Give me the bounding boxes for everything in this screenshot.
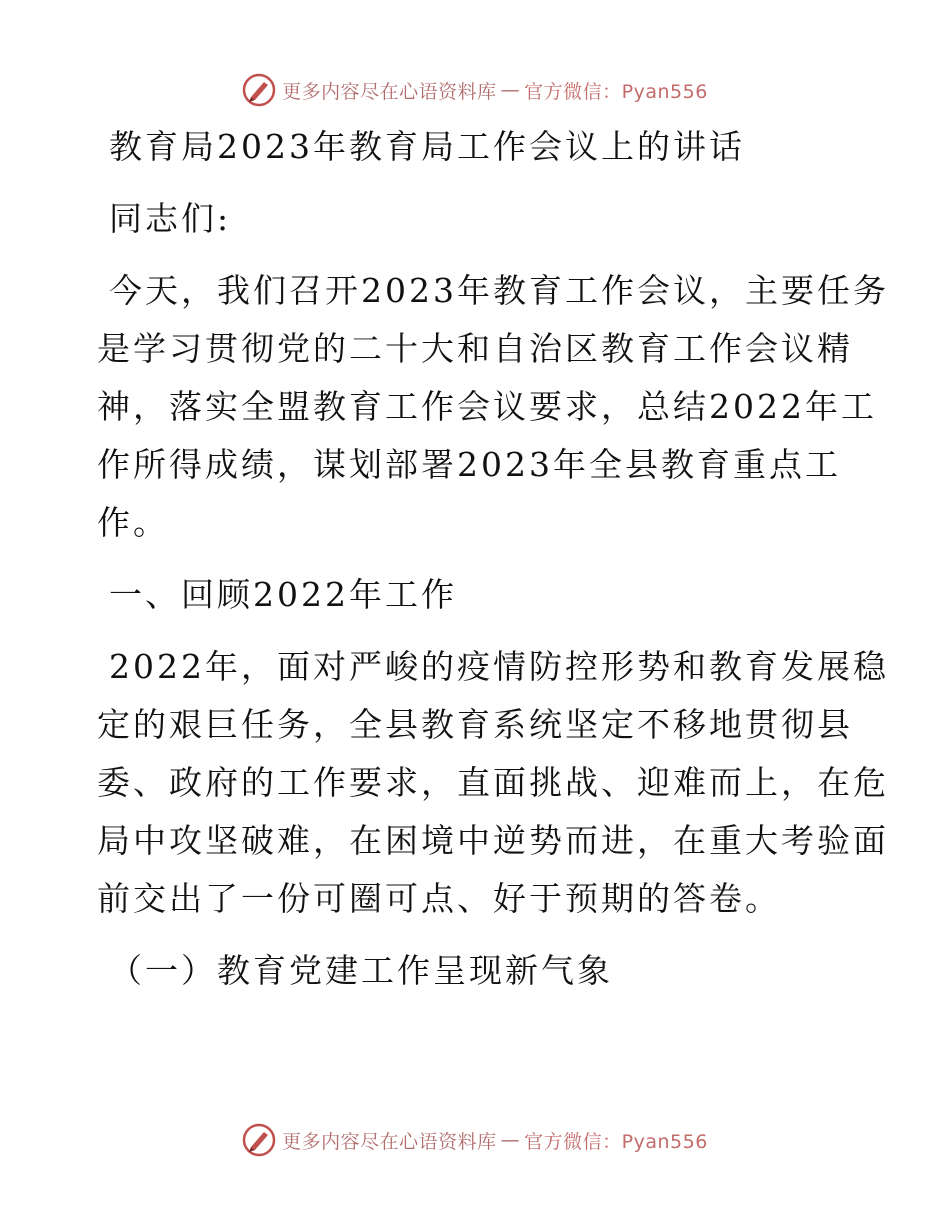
paragraph-line: 今天，我们召开2023年教育工作会议，主要任务: [109, 271, 889, 310]
watermark-text: 更多内容尽在心语资料库: [282, 80, 497, 103]
paragraph-line: 作。: [97, 503, 169, 542]
paragraph-line: 2022年，面对严峻的疫情防控形势和教育发展稳: [109, 647, 889, 686]
paragraph-line: 前交出了一份可圈可点、好于预期的答卷。: [97, 879, 781, 918]
paragraph-1: [97, 262, 889, 552]
watermark-banner-bottom: [0, 1120, 950, 1160]
pen-logo-icon: [242, 73, 276, 107]
subsection-heading: （一）教育党建工作呈现新气象: [109, 951, 613, 990]
paragraph-line: 神，落实全盟教育工作会议要求，总结2022年工: [97, 387, 877, 426]
pen-logo-icon: [242, 1123, 276, 1157]
paragraph-line: 是学习贯彻党的二十大和自治区教育工作会议精: [97, 329, 853, 368]
salutation: 同志们:: [109, 199, 232, 238]
paragraph-line: 作所得成绩，谋划部署2023年全县教育重点工: [97, 445, 841, 484]
watermark-separator: —: [500, 79, 521, 101]
watermark-separator: —: [500, 1129, 521, 1151]
section-heading: 一、回顾2022年工作: [109, 575, 457, 614]
document-title: 教育局2023年教育局工作会议上的讲话: [109, 127, 745, 166]
watermark-text: 更多内容尽在心语资料库: [282, 1130, 497, 1153]
paragraph-2: [97, 638, 889, 928]
paragraph-line: 委、政府的工作要求，直面挑战、迎难而上，在危: [97, 763, 889, 802]
document-body: [97, 118, 889, 1000]
watermark-contact: 官方微信：Pyan556: [524, 80, 708, 103]
paragraph-line: 局中攻坚破难，在困境中逆势而进，在重大考验面: [97, 821, 889, 860]
watermark-banner-top: [0, 70, 950, 110]
paragraph-line: 定的艰巨任务，全县教育系统坚定不移地贯彻县: [97, 705, 853, 744]
watermark-contact: 官方微信：Pyan556: [524, 1130, 708, 1153]
